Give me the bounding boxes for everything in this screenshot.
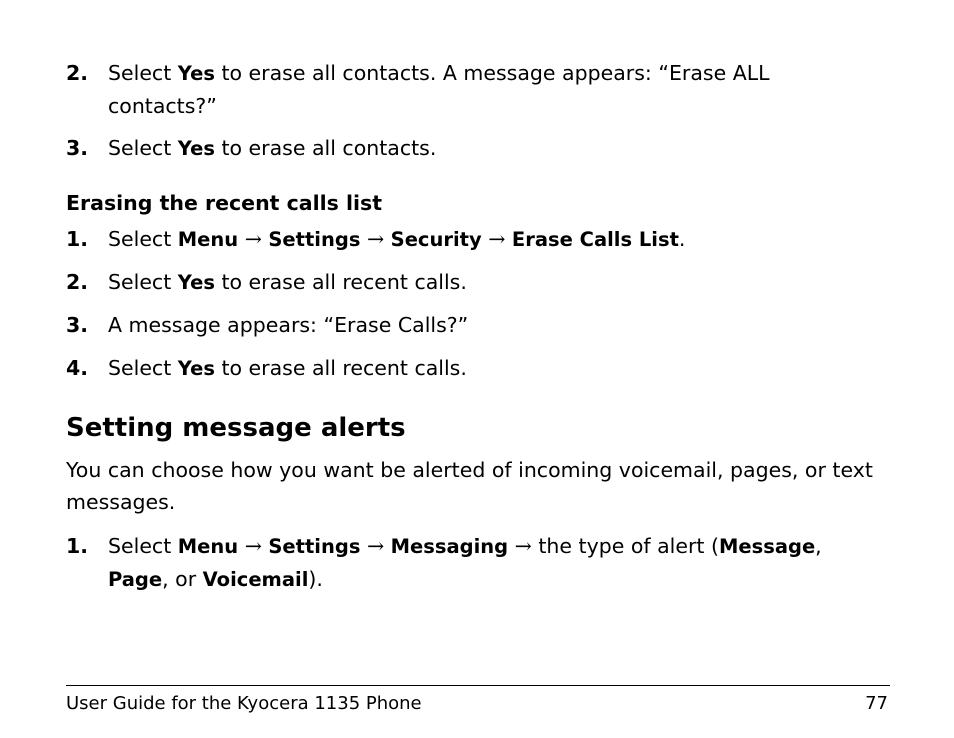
recent-calls-step-1 xyxy=(66,223,876,256)
arrow-icon: → xyxy=(238,534,269,558)
key-yes: Yes xyxy=(177,357,215,380)
section-intro: You can choose how you want be alerted of incoming voicemail, pages, or text messages. xyxy=(66,458,873,514)
key-settings: Settings xyxy=(268,535,361,558)
step-text: to erase all recent calls. xyxy=(214,356,467,380)
arrow-icon: → xyxy=(360,534,391,558)
step-text: A message appears: “Erase Calls?” xyxy=(108,313,469,337)
recent-calls-step-3 xyxy=(66,309,876,341)
recent-calls-step-4 xyxy=(66,352,876,385)
key-security: Security xyxy=(390,228,482,251)
key-erase-calls-list: Erase Calls List xyxy=(511,228,679,251)
key-yes: Yes xyxy=(177,271,215,294)
key-yes: Yes xyxy=(177,137,215,160)
step-text: Select xyxy=(108,136,178,160)
step-number: 3. xyxy=(66,136,89,160)
key-page: Page xyxy=(108,568,163,591)
recent-calls-step-2 xyxy=(66,266,876,299)
arrow-icon: → xyxy=(238,227,269,251)
step-number: 2. xyxy=(66,270,89,294)
key-menu: Menu xyxy=(177,535,239,558)
step-text: to erase all recent calls. xyxy=(214,270,467,294)
footer-divider xyxy=(66,685,890,686)
step-number: 3. xyxy=(66,313,89,337)
step-text: Select xyxy=(108,356,178,380)
step-number: 2. xyxy=(66,61,89,85)
arrow-icon: → xyxy=(481,227,512,251)
key-messaging: Messaging xyxy=(390,535,509,558)
step-text: Select xyxy=(108,61,178,85)
contacts-step-3 xyxy=(66,132,876,165)
step-number: 4. xyxy=(66,356,89,380)
step-text: Select xyxy=(108,227,178,251)
arrow-icon: → xyxy=(360,227,391,251)
key-menu: Menu xyxy=(177,228,239,251)
step-text: the type of alert ( xyxy=(538,534,719,558)
step-text: , or xyxy=(162,567,203,591)
step-text: . xyxy=(678,227,686,251)
step-number: 1. xyxy=(66,534,89,558)
step-text: ). xyxy=(308,567,323,591)
recent-calls-heading: Erasing the recent calls list xyxy=(66,191,383,215)
step-text: to erase all contacts. A message appears: “Erase ALL contacts?” xyxy=(108,61,770,118)
footer-guide-title: User Guide for the Kyocera 1135 Phone xyxy=(66,693,422,714)
key-voicemail: Voicemail xyxy=(202,568,309,591)
page-number: 77 xyxy=(865,693,888,714)
step-text: Select xyxy=(108,534,178,558)
key-settings: Settings xyxy=(268,228,361,251)
key-message: Message xyxy=(718,535,816,558)
step-text: to erase all contacts. xyxy=(214,136,437,160)
section-title: Setting message alerts xyxy=(66,413,406,443)
step-text: Select xyxy=(108,270,178,294)
step-text: , xyxy=(815,534,822,558)
arrow-icon: → xyxy=(508,534,539,558)
key-yes: Yes xyxy=(177,62,215,85)
step-number: 1. xyxy=(66,227,89,251)
contacts-step-2 xyxy=(66,57,876,122)
message-alerts-step-1 xyxy=(66,530,876,596)
